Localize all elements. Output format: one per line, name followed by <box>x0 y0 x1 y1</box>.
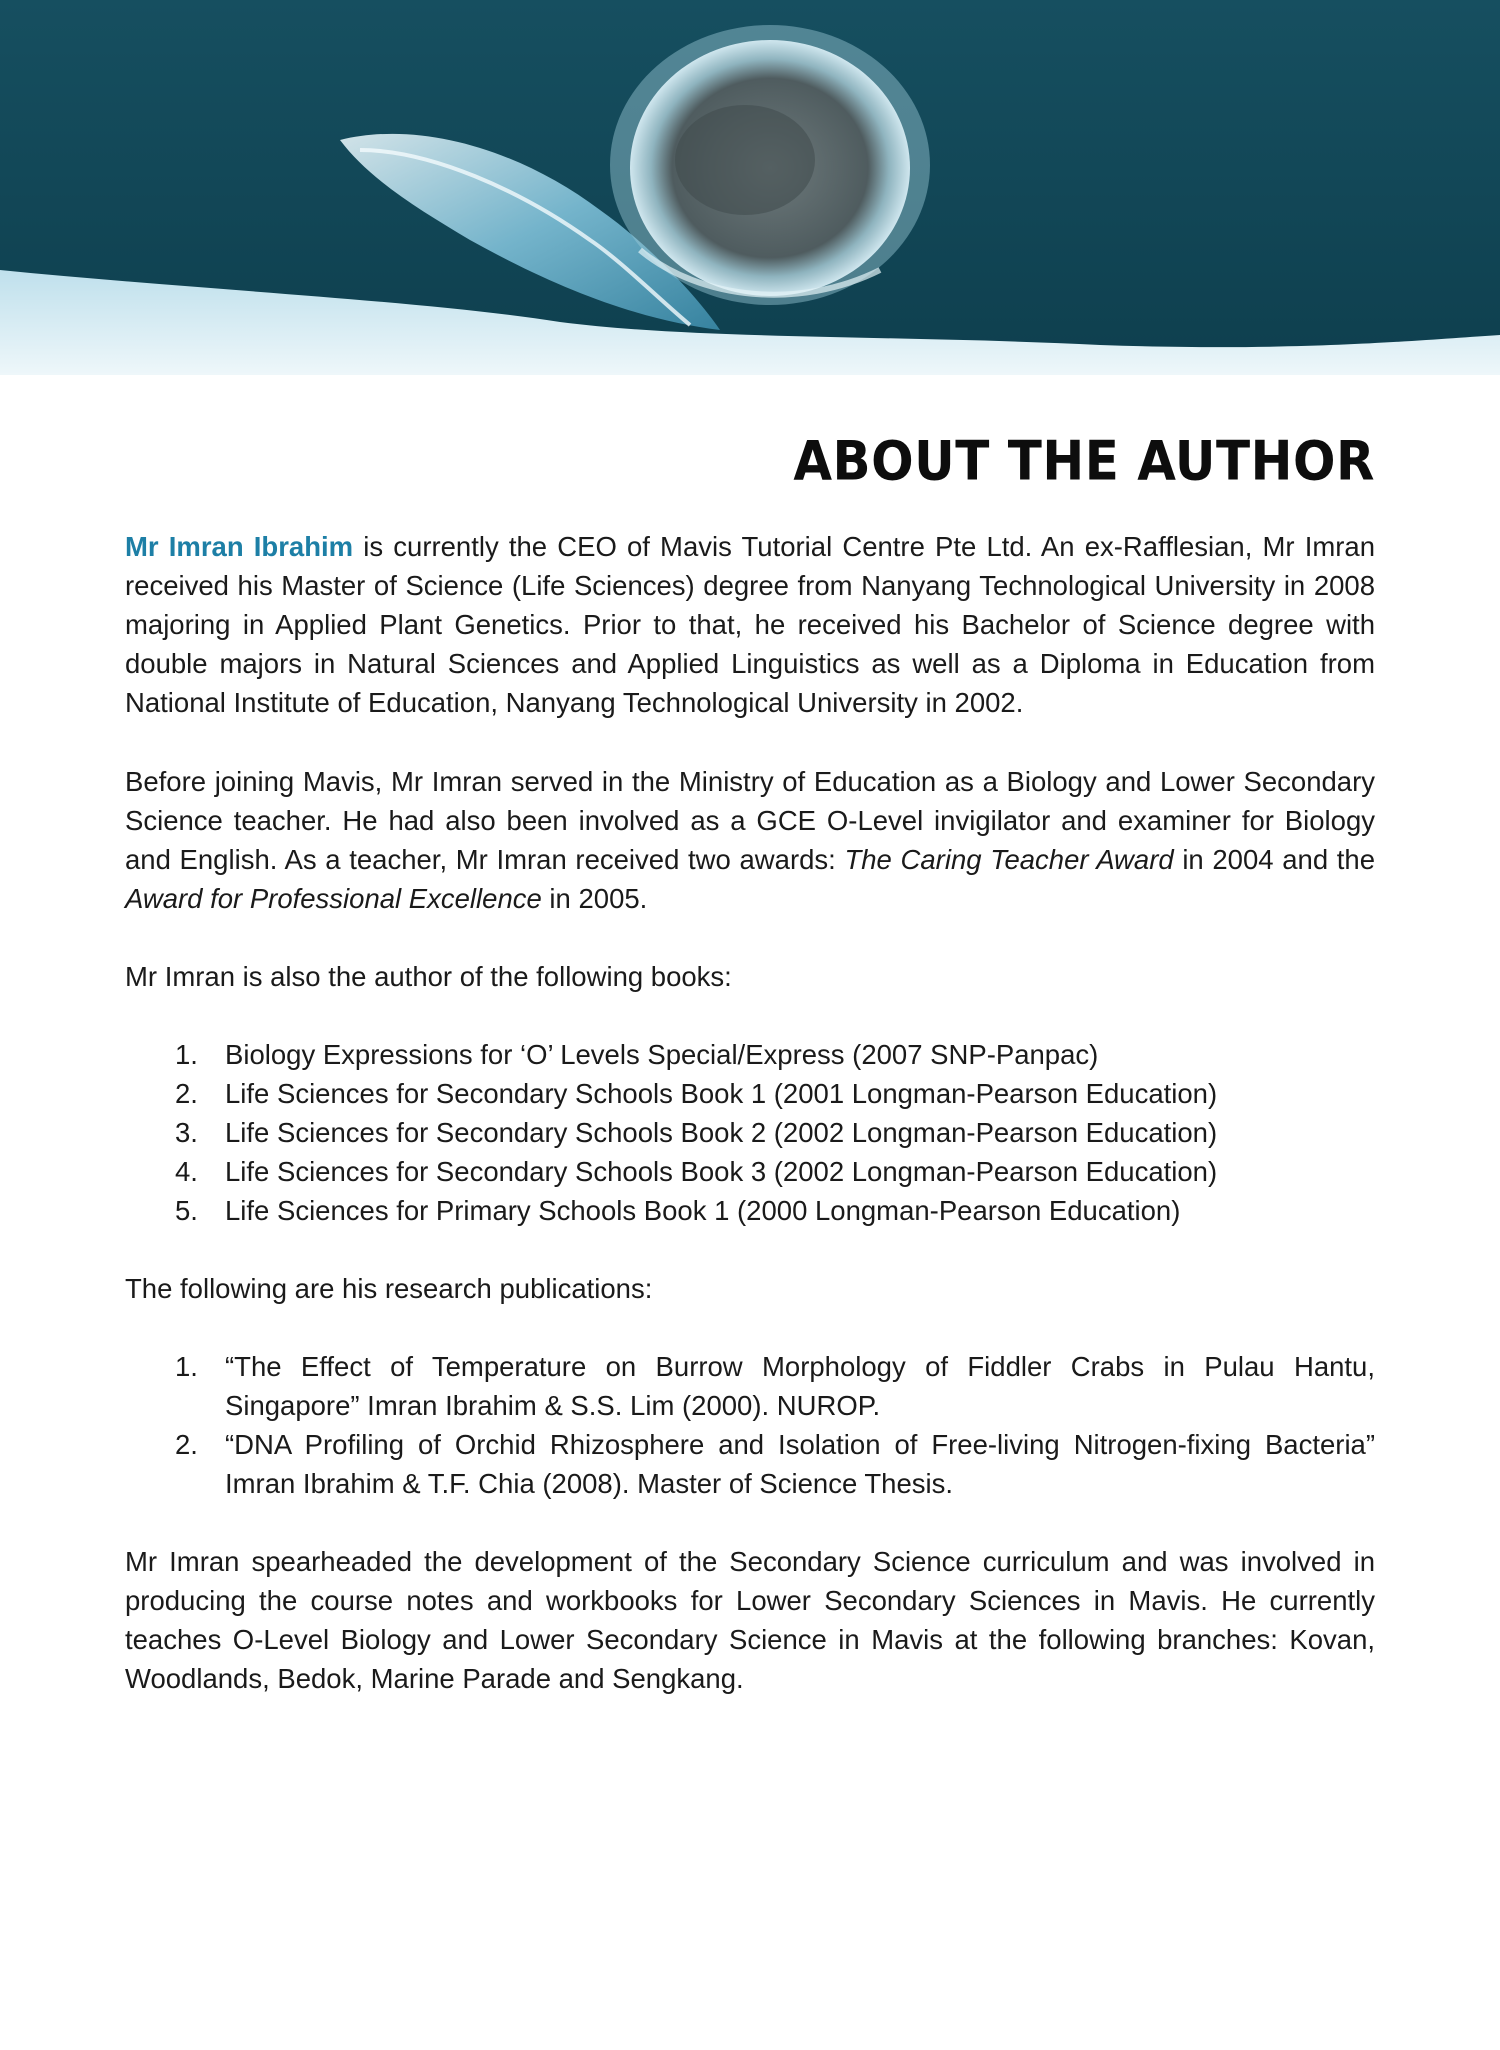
list-item <box>125 1074 1375 1113</box>
book-title: Biology Expressions for ‘O’ Levels Special/Express (2007 SNP-Panpac) <box>225 1039 1099 1070</box>
career-text: Before joining Mavis, Mr Imran served in the Ministry of Education as a Biology and Lower Secondary Science teacher. He had also been involved as a GCE O-Level invigilator and examiner for Biology and English. As a teacher, Mr Imran received two awards: <box>125 766 1375 875</box>
list-number: 4. <box>175 1156 198 1187</box>
list-number: 1. <box>175 1351 198 1382</box>
publication-title: “The Effect of Temperature on Burrow Morphology of Fiddler Crabs in Pulau Hantu, Singapore” Imran Ibrahim & S.S. Lim (2000). NUROP. <box>225 1351 1375 1421</box>
list-item <box>125 1113 1375 1152</box>
author-name: Mr Imran Ibrahim <box>125 531 354 562</box>
list-number: 5. <box>175 1195 198 1226</box>
book-title: Life Sciences for Secondary Schools Book 3 (2002 Longman-Pearson Education) <box>225 1156 1218 1187</box>
list-number: 3. <box>175 1117 198 1148</box>
award-caring-teacher: The Caring Teacher Award <box>844 844 1174 875</box>
banner-image <box>0 0 1500 375</box>
intro-paragraph <box>125 527 1375 722</box>
publication-title: “DNA Profiling of Orchid Rhizosphere and Isolation of Free-living Nitrogen-fixing Bacteria” Imran Ibrahim & T.F. Chia (2008). Master of Science Thesis. <box>225 1429 1375 1499</box>
list-item <box>125 1191 1375 1230</box>
page-title: ABOUT THE AUTHOR <box>793 430 1375 493</box>
list-item <box>125 1035 1375 1074</box>
list-number: 2. <box>175 1078 198 1109</box>
list-item <box>125 1347 1375 1425</box>
intro-text: is currently the CEO of Mavis Tutorial Centre Pte Ltd. An ex-Rafflesian, Mr Imran received his Master of Science (Life Sciences) degree from Nanyang Technological University in 2008 majoring in Applied Plant Genetics. Prior to that, he received his Bachelor of Science degree with double majors in Natural Sciences and Applied Linguistics as well as a Diploma in Education from National Institute of Education, Nanyang Technological University in 2002. <box>125 531 1375 718</box>
book-title: Life Sciences for Secondary Schools Book 1 (2001 Longman-Pearson Education) <box>225 1078 1218 1109</box>
closing-paragraph: Mr Imran spearheaded the development of the Secondary Science curriculum and was involved in producing the course notes and workbooks for Lower Secondary Sciences in Mavis. He currently teaches O-Level Biology and Lower Secondary Science in Mavis at the following branches: Kovan, Woodlands, Bedok, Marine Parade and Sengkang. <box>125 1546 1375 1694</box>
career-text: in 2004 and the <box>1173 844 1376 875</box>
book-title: Life Sciences for Primary Schools Book 1 (2000 Longman-Pearson Education) <box>225 1195 1181 1226</box>
list-number: 2. <box>175 1429 198 1460</box>
career-text: in 2005. <box>541 883 648 914</box>
research-list <box>125 1347 1375 1503</box>
books-intro: Mr Imran is also the author of the following books: <box>125 961 732 992</box>
book-title: Life Sciences for Secondary Schools Book 2 (2002 Longman-Pearson Education) <box>225 1117 1218 1148</box>
career-paragraph <box>125 762 1375 918</box>
list-item <box>125 1425 1375 1503</box>
microscope-organism-illustration <box>0 0 1500 375</box>
list-item <box>125 1152 1375 1191</box>
books-list <box>125 1035 1375 1230</box>
research-intro: The following are his research publications: <box>125 1273 653 1304</box>
list-number: 1. <box>175 1039 198 1070</box>
award-professional-excellence: Award for Professional Excellence <box>125 883 542 914</box>
